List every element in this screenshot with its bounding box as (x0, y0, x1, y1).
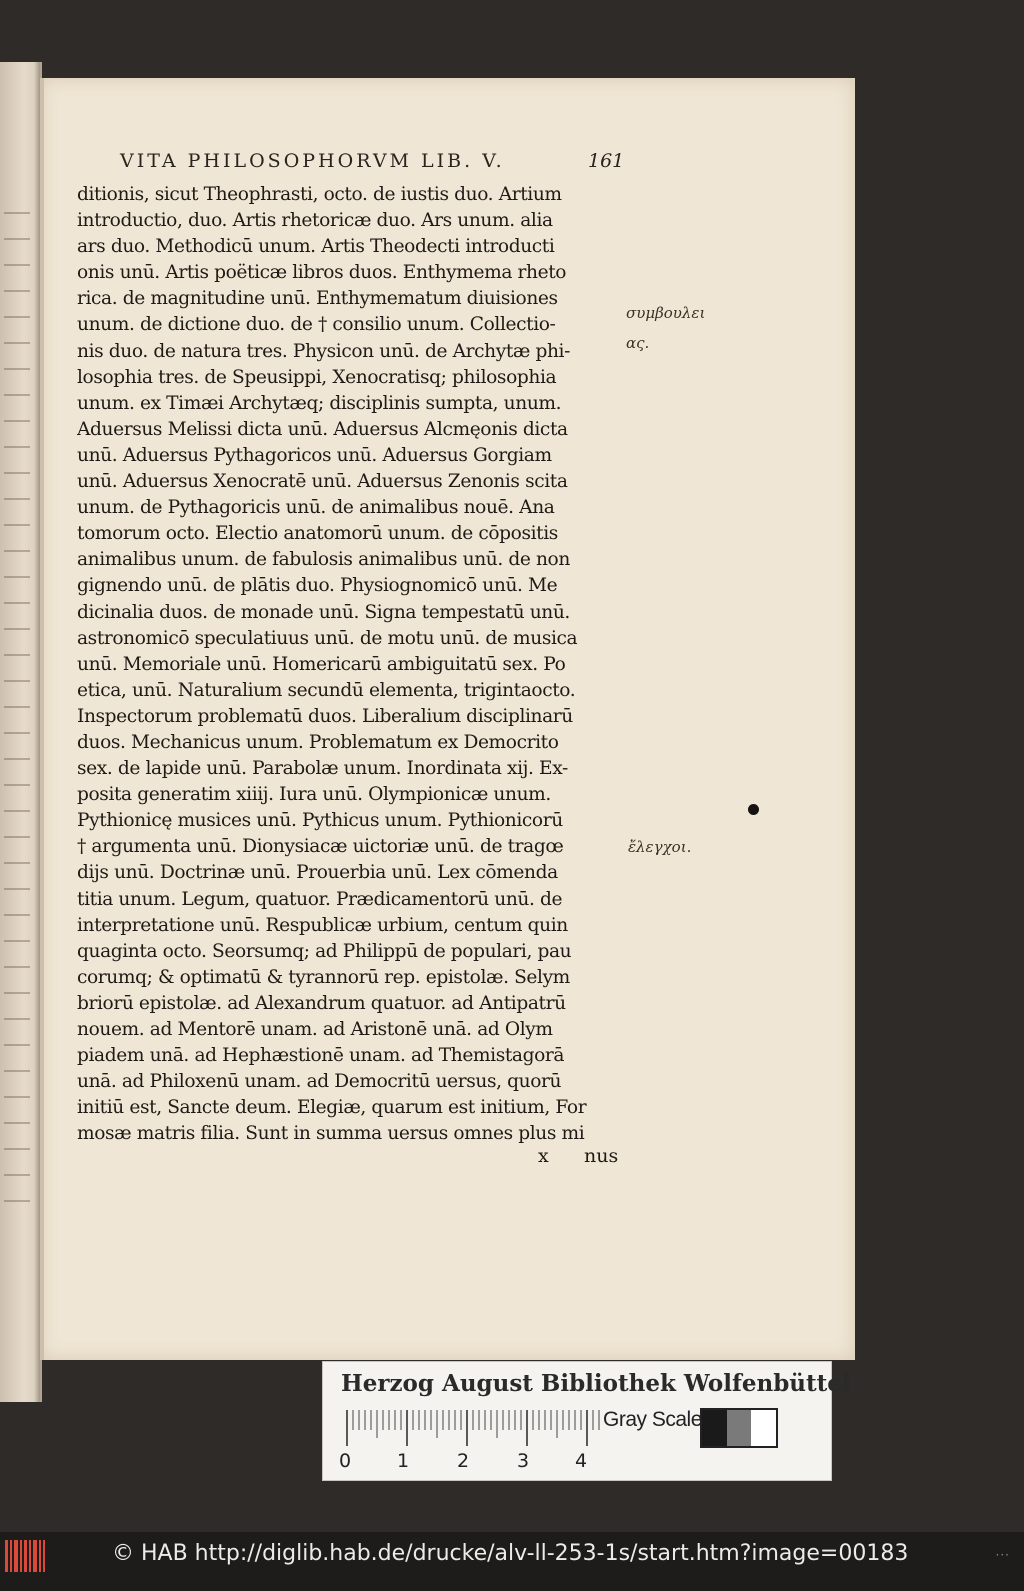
body-text (77, 182, 625, 1147)
text-line: losophia tres. de Speusippi, Xenocratisq; philosophia (77, 366, 557, 388)
ink-dot (748, 804, 759, 815)
gray-swatch (751, 1410, 776, 1446)
gray-swatch (727, 1410, 752, 1446)
text-line: unum. de dictione duo. de † consilio unum. Collectio- (77, 314, 556, 336)
text-line: Inspectorum problematū duos. Liberalium disciplinarū (77, 705, 573, 727)
text-line: sex. de lapide unū. Parabolæ unum. Inordinata xij. Ex- (77, 758, 568, 780)
text-line: unū. Aduersus Xenocratē unū. Aduersus Zenonis scita (77, 471, 568, 493)
text-line: Pythionicę musices unū. Pythicus unum. Pythionicorū (77, 810, 563, 832)
previous-page-text-marks (4, 212, 30, 1212)
text-line: etica, unū. Naturalium secundū elementa, trigintaocto. (77, 679, 576, 701)
text-line: unum. de Pythagoricis unū. de animalibus nouē. Ana (77, 497, 555, 519)
margin-note: συμβουλει (626, 304, 706, 322)
copyright-url: © HAB http://diglib.hab.de/drucke/alv-ll-253-1s/start.htm?image=00183 (112, 1541, 909, 1566)
ruler-label: 2 (457, 1450, 470, 1472)
running-head (120, 150, 640, 172)
text-line: piadem unā. ad Hephæstionē unam. ad Themistagorā (77, 1045, 565, 1067)
text-line: introductio, duo. Artis rhetoricæ duo. Ars unum. alia (77, 210, 553, 232)
text-line: initiū est, Sancte deum. Elegiæ, quarum est initium, For (77, 1097, 587, 1119)
margin-note: ας. (626, 334, 650, 352)
text-line: duos. Mechanicus unum. Problematum ex Democrito (77, 731, 559, 753)
barcode-icon (4, 1538, 46, 1574)
text-line: tomorum octo. Electio anatomorū unum. de cōpositis (77, 523, 558, 545)
text-line: interpretatione unū. Respublicæ urbium, centum quin (77, 914, 568, 936)
text-line: mosæ matris filia. Sunt in summa uersus omnes plus mi (77, 1123, 585, 1145)
gray-scale-label: Gray Scale (603, 1408, 702, 1431)
catchword: nus (584, 1145, 619, 1167)
text-line: rica. de magnitudine unū. Enthymematum diuisiones (77, 288, 558, 310)
gray-scale-swatches (700, 1408, 778, 1448)
text-line: corumq; & optimatū & tyrannorū rep. epistolæ. Selym (77, 966, 570, 988)
text-line: ars duo. Methodicū unum. Artis Theodecti introducti (77, 236, 555, 258)
text-line: onis unū. Artis poëticæ libros duos. Enthymema rheto (77, 262, 567, 284)
ruler-label: 0 (339, 1450, 352, 1472)
text-line: titia unum. Legum, quatuor. Prædicamentorū unū. de (77, 888, 563, 910)
text-line: quaginta octo. Seorsumq; ad Philippū de populari, pau (77, 940, 572, 962)
margin-note: ἔλεγχοι. (628, 838, 692, 856)
text-line: nis duo. de natura tres. Physicon unū. de Archytæ phi- (77, 340, 570, 362)
text-line: Aduersus Melissi dicta unū. Aduersus Alcmęonis dicta (77, 418, 568, 440)
library-name: Herzog August Bibliothek Wolfenbüttel (341, 1370, 851, 1397)
gray-swatch (702, 1410, 727, 1446)
text-line: unā. ad Philoxenū unam. ad Democritū uersus, quorū (77, 1071, 562, 1093)
running-head-title: VITA PHILOSOPHORVM LIB. V. (120, 150, 505, 172)
previous-page-edge (0, 62, 42, 1402)
text-line: nouem. ad Mentorē unam. ad Aristonē unā. ad Olym (77, 1019, 553, 1040)
text-line: animalibus unum. de fabulosis animalibus unū. de non (77, 549, 570, 571)
folio-number: 161 (588, 150, 625, 172)
reference-card (322, 1361, 851, 1481)
page-left-edge (40, 78, 44, 1360)
scale-ruler (343, 1408, 605, 1448)
ruler-label: 3 (517, 1450, 530, 1472)
ruler-label: 1 (397, 1450, 410, 1472)
text-line: † argumenta unū. Dionysiacæ uictoriæ unū. de tragœ (77, 836, 564, 858)
text-line: unum. ex Timæi Archytæq; disciplinis sumpta, unum. (77, 392, 562, 414)
text-line: gignendo unū. de plātis duo. Physiognomicō unū. Me (77, 575, 558, 597)
text-line: posita generatim xiiij. Iura unū. Olympionicæ unum. (77, 784, 551, 806)
text-line: dijs unū. Doctrinæ unū. Prouerbia unū. Lex cōmenda (77, 862, 558, 884)
text-line: briorū epistolæ. ad Alexandrum quatuor. ad Antipatrū (77, 992, 566, 1014)
signature-mark: x (538, 1145, 549, 1167)
ruler-label: 4 (575, 1450, 588, 1472)
text-line: astronomicō speculatiuus unū. de motu unū. de musica (77, 627, 578, 649)
text-line: ditionis, sicut Theophrasti, octo. de iustis duo. Artium (77, 184, 562, 205)
footer-bar (0, 1532, 1024, 1591)
text-line: unū. Aduersus Pythagoricos unū. Aduersus Gorgiam (77, 444, 552, 466)
text-line: dicinalia duos. de monade unū. Signa tempestatū unū. (77, 601, 570, 623)
text-line: unū. Memoriale unū. Homericarū ambiguitatū sex. Po (77, 653, 566, 675)
footer-menu-dots[interactable]: ··· (995, 1548, 1010, 1562)
